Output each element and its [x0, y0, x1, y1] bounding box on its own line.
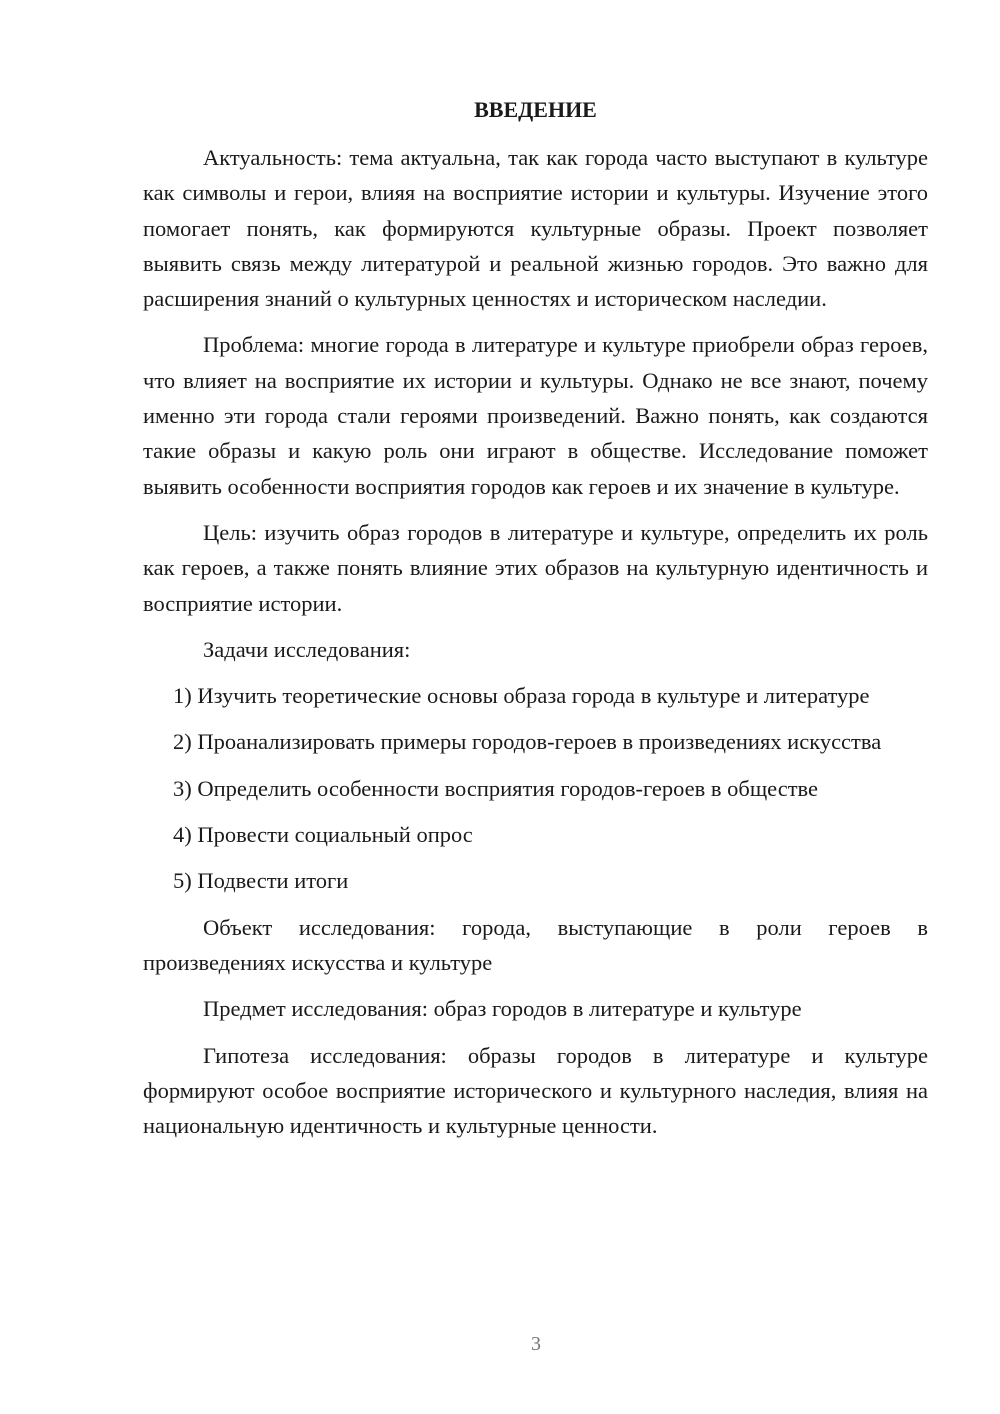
subject-paragraph: Предмет исследования: образ городов в литературе и культуре	[203, 996, 802, 1022]
tasks-list	[143, 678, 928, 898]
task-item: 3) Определить особенности восприятия городов-героев в обществе	[173, 775, 819, 801]
task-item: 1) Изучить теоретические основы образа города в культуре и литературе	[173, 683, 870, 709]
task-item: 4) Провести социальный опрос	[173, 822, 473, 848]
page-number: 3	[531, 1333, 541, 1355]
document-title: ВВЕДЕНИЕ	[474, 97, 597, 122]
object-paragraph: Объект исследования: города, выступающие в роли героев в произведениях искусства и культуре	[143, 914, 928, 975]
document-page	[143, 95, 928, 1154]
task-item: 5) Подвести итоги	[173, 868, 349, 894]
relevance-paragraph: Актуальность: тема актуальна, так как города часто выступают в культуре как символы и герои, влияя на восприятие истории и культуры. Изучение этого помогает понять, как формируются культурные образы. Проект позволяет выявить связь между литературой и реальной жизнью городов. Это важно для расширения знаний о культурных ценностях и историческом наследии.	[143, 145, 928, 312]
tasks-heading: Задачи исследования:	[203, 636, 411, 662]
hypothesis-paragraph: Гипотеза исследования: образы городов в литературе и культуре формируют особое восприятие исторического и культурного наследия, влияя на национальную идентичность и культурные ценности.	[143, 1042, 928, 1139]
task-item: 2) Проанализировать примеры городов-героев в произведениях искусства	[173, 729, 882, 755]
goal-paragraph: Цель: изучить образ городов в литературе и культуре, определить их роль как героев, а также понять влияние этих образов на культурную идентичность и восприятие истории.	[143, 519, 928, 616]
problem-paragraph: Проблема: многие города в литературе и культуре приобрели образ героев, что влияет на восприятие их истории и культуры. Однако не все знают, почему именно эти города стали героями произведений. Важно понять, как создаются такие образы и какую роль они играют в обществе. Исследование поможет выявить особенности восприятия городов как героев и их значение в культуре.	[143, 332, 928, 499]
